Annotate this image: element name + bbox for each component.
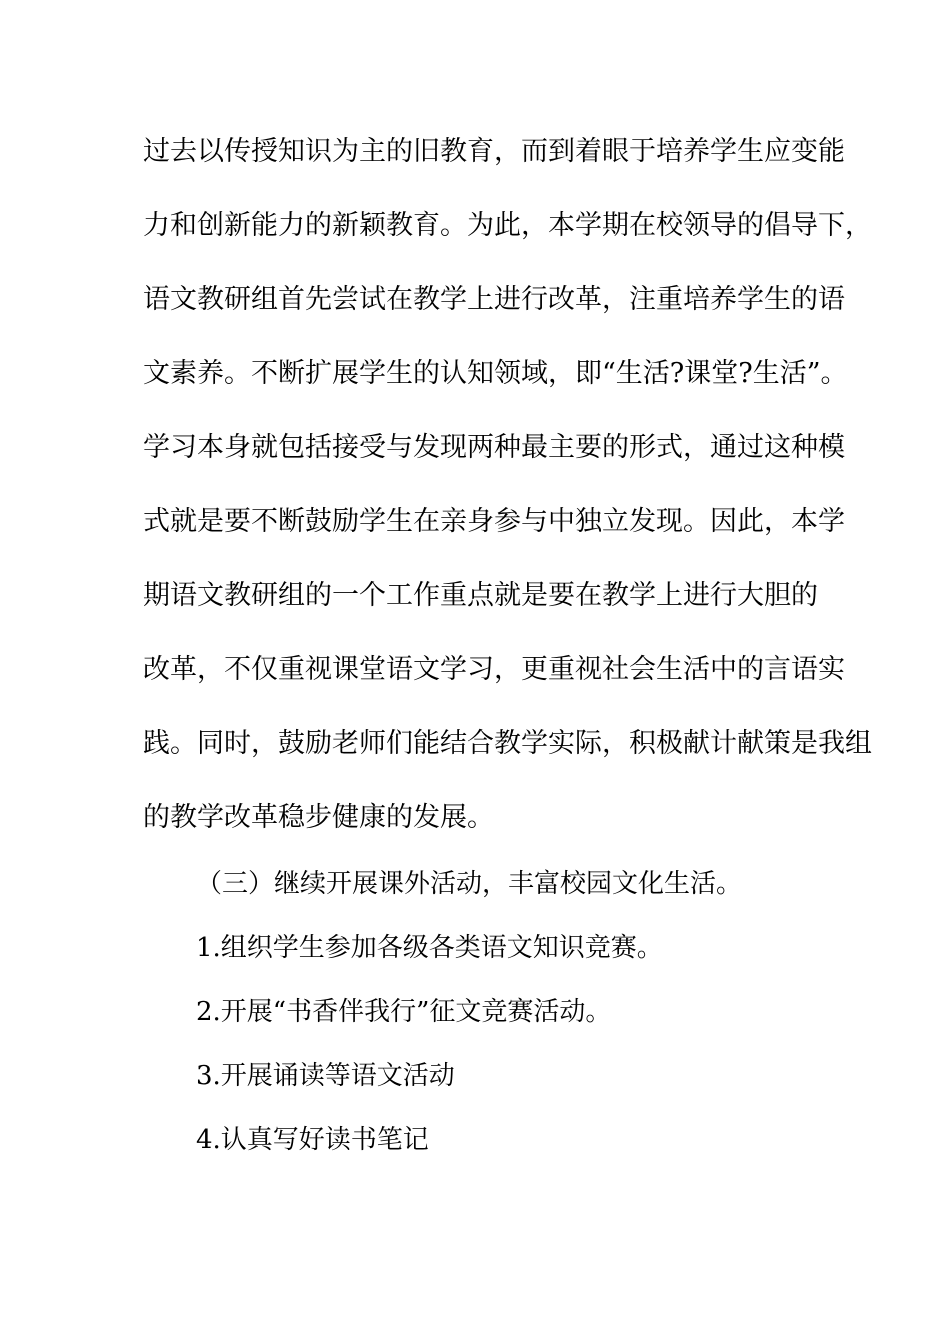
list-item: 3.开展诵读等语文活动 <box>196 1061 455 1091</box>
section-heading: （三）继续开展课外活动，丰富校园文化生活。 <box>196 869 743 899</box>
activity-section <box>196 852 816 1172</box>
paragraph-line: 语文教研组首先尝试在教学上进行改革，注重培养学生的语 <box>143 284 845 315</box>
paragraph-line: 式就是要不断鼓励学生在亲身参与中独立发现。因此，本学 <box>143 506 845 537</box>
list-item: 1.组织学生参加各级各类语文知识竞赛。 <box>196 933 663 963</box>
list-item: 4.认真写好读书笔记 <box>196 1125 429 1155</box>
paragraph-line: 的教学改革稳步健康的发展。 <box>143 802 494 833</box>
paragraph-line: 文素养。不断扩展学生的认知领域，即“生活?课堂?生活”。 <box>143 358 848 389</box>
paragraph-line: 力和创新能力的新颖教育。为此，本学期在校领导的倡导下， <box>143 210 872 241</box>
paragraph-line: 改革，不仅重视课堂语文学习，更重视社会生活中的言语实 <box>143 654 845 685</box>
body-paragraph <box>143 115 872 855</box>
list-item: 2.开展“书香伴我行”征文竞赛活动。 <box>196 997 612 1027</box>
paragraph-line: 期语文教研组的一个工作重点就是要在教学上进行大胆的 <box>143 580 818 611</box>
paragraph-line: 学习本身就包括接受与发现两种最主要的形式，通过这种模 <box>143 432 845 463</box>
paragraph-line: 过去以传授知识为主的旧教育，而到着眼于培养学生应变能 <box>143 136 845 167</box>
paragraph-line: 践。同时，鼓励老师们能结合教学实际，积极献计献策是我组 <box>143 728 872 759</box>
